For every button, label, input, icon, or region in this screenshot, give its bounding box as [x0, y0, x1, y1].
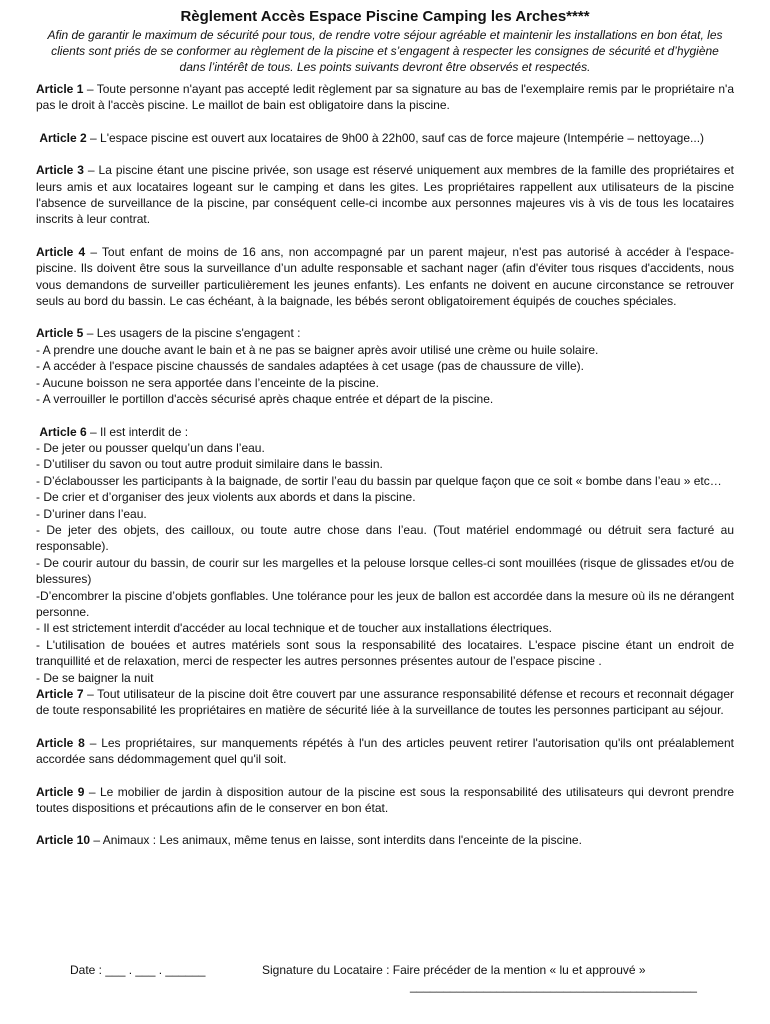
- article-2: [36, 130, 734, 146]
- list-item: - L'utilisation de bouées et autres matériels sont sous la responsabilité des locataires. L'espace piscine étant un endroit de tranquillité et de relaxation, merci de respecter les autres personnes présentes autour de l’espace piscine .: [36, 637, 734, 669]
- article-label: Article 3: [36, 163, 84, 178]
- article-text: – Le mobilier de jardin à disposition autour de la piscine est sous la responsabilité des utilisateurs qui devront prendre toutes dispositions et précautions afin de le conserver en bon état.: [36, 784, 734, 816]
- article-text: – La piscine étant une piscine privée, son usage est réservé uniquement aux membres de la famille des propriétaires et leurs amis et aux locataires logeant sur le camping et dans les gites. Les propriétaires rappellent aux utilisateurs de la piscine l'absence de surveillance de la piscine, par conséquent celle-ci incombe aux personnes majeures vis à vis de tous les locataires inscrits à leur contrat.: [36, 163, 735, 227]
- date-field: Date : ___ . ___ . ______: [70, 963, 206, 977]
- signature-line: ___________________________________________: [410, 979, 697, 993]
- article-text: – L'espace piscine est ouvert aux locataires de 9h00 à 22h00, sauf cas de force majeure (Intempérie – nettoyage...): [86, 130, 705, 145]
- list-item: - De jeter ou pousser quelqu’un dans l’eau.: [36, 440, 265, 455]
- article-label: Article 9: [36, 784, 85, 799]
- list-item: -D’encombrer la piscine d’objets gonflables. Une tolérance pour les jeux de ballon est accordée dans la mesure où ils ne dérangent personne.: [36, 588, 734, 619]
- list-item: - Il est strictement interdit d'accéder au local technique et de toucher aux installations électriques.: [36, 621, 552, 636]
- article-10: [36, 832, 734, 848]
- list-item: - De crier et d’organiser des jeux violents aux abords et dans la piscine.: [36, 490, 416, 505]
- article-text: – Animaux : Les animaux, même tenus en laisse, sont interdits dans l'enceinte de la piscine.: [90, 833, 582, 848]
- article-7: [36, 686, 734, 719]
- article-text: – Il est interdit de :: [86, 424, 189, 439]
- list-item: - De jeter des objets, des cailloux, ou toute autre chose dans l’eau. (Tout matériel endommagé ou détruit sera facturé au responsable).: [36, 522, 734, 554]
- list-item: - De se baigner la nuit: [36, 670, 154, 685]
- article-label: Article 7: [36, 687, 84, 701]
- article-6: [36, 424, 734, 687]
- article-1: [36, 81, 734, 114]
- article-label: Article 10: [36, 833, 91, 848]
- list-item: - D’utiliser du savon ou tout autre produit similaire dans le bassin.: [36, 457, 383, 472]
- list-item: - A prendre une douche avant le bain et à ne pas se baigner après avoir utilisé une crème ou huile solaire.: [36, 342, 599, 357]
- article-text: – Toute personne n'ayant pas accepté ledit règlement par sa signature au bas de l'exemplaire remis par le propriétaire n'a pas le droit à l'accès piscine. Le maillot de bain est obligatoire dans la piscine.: [36, 82, 735, 113]
- list-item: - A accéder à l'espace piscine chaussés de sandales adaptées à cet usage (pas de chaussure de ville).: [36, 359, 584, 374]
- document-title: Règlement Accès Espace Piscine Camping les Arches****: [180, 8, 590, 25]
- article-text: – Tout enfant de moins de 16 ans, non accompagné par un parent majeur, n'est pas autorisé à accéder à l'espace-piscine. Ils doivent être sous la surveillance d’un adulte responsable et sachant nager (afin d'éviter tous risques d'accidents, nous vous demandons de surveiller particulièrement les jeunes enfants). Les enfants ne doivent en aucune circonstance se retrouver seuls au bord du bassin. Le cas échéant, à la baignade, les bébés seront obligatoirement équipés de couches spéciales.: [36, 244, 734, 309]
- article-label: Article 4: [36, 244, 86, 259]
- article-5: [36, 325, 734, 407]
- article-label: Article 8: [36, 735, 85, 750]
- article-9: [36, 784, 734, 817]
- signature-label: Signature du Locataire : Faire précéder de la mention « lu et approuvé »: [262, 963, 646, 977]
- article-text: – Les usagers de la piscine s'engagent :: [83, 326, 301, 341]
- intro-paragraph: Afin de garantir le maximum de sécurité pour tous, de rendre votre séjour agréable et maintenir les installations en bon état, les clients sont priés de se conformer au règlement de la piscine et s’engagent à respecter les consignes de sécurité et d’hygiène dans l’intérêt de tous. Les points suivants devront être observés et respectés.: [47, 28, 723, 74]
- list-item: - D’uriner dans l’eau.: [36, 506, 147, 521]
- article-text: – Tout utilisateur de la piscine doit être couvert par une assurance responsabilité défense et recours et reconnait dégager de toute responsabilité les propriétaires en matière de sécurité liée à la surveillance de toutes les personnes participant au séjour.: [36, 687, 735, 718]
- article-8: [36, 735, 734, 768]
- article-4: [36, 244, 734, 310]
- list-item: - De courir autour du bassin, de courir sur les margelles et la pelouse lorsque celles-ci sont mouillées (risque de glissades et/ou de blessures): [36, 555, 734, 587]
- list-item: - Aucune boisson ne sera apportée dans l’enceinte de la piscine.: [36, 375, 379, 390]
- article-3: [36, 162, 734, 228]
- list-item: - D’éclabousser les participants à la baignade, de sortir l’eau du bassin par quelque façon que ce soit « bombe dans l’eau » etc…: [36, 473, 722, 488]
- article-label: Article 2: [39, 130, 87, 145]
- list-item: - A verrouiller le portillon d'accès sécurisé après chaque entrée et départ de la piscine.: [36, 392, 494, 407]
- article-label: Article 5: [36, 326, 84, 341]
- article-label: Article 6: [39, 424, 87, 439]
- article-text: – Les propriétaires, sur manquements répétés à l'un des articles peuvent retirer l'autorisation qu'ils ont préalablement accordée sans dédommagement quel qu'il soit.: [36, 735, 734, 767]
- article-label: Article 1: [36, 82, 84, 96]
